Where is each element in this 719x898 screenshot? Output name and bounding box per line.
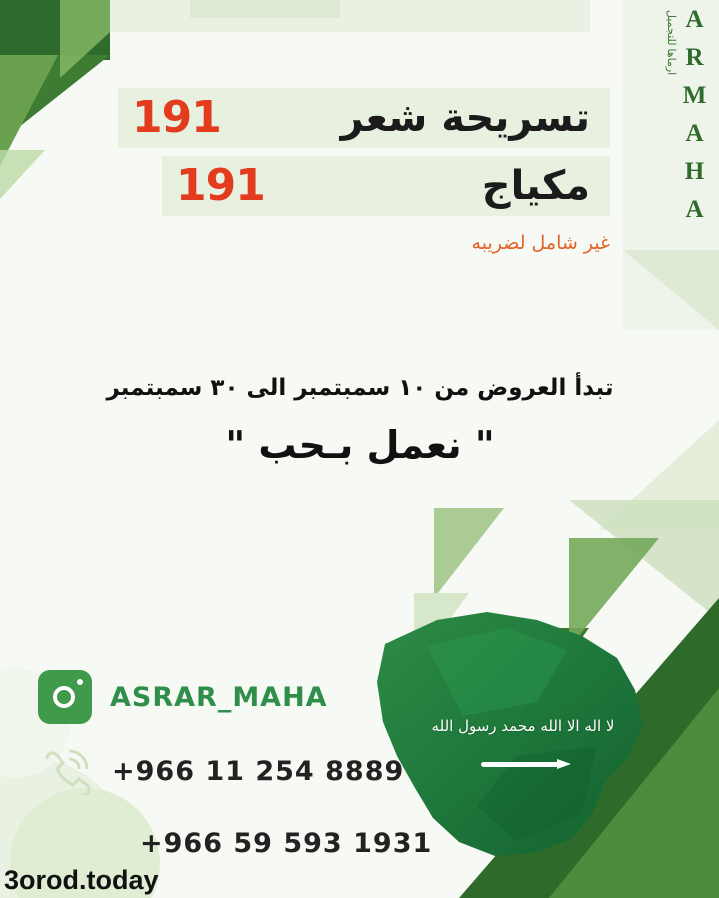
watermark: 3orod.today [4, 865, 159, 895]
phone-number[interactable]: +966 11 254 8889 [112, 755, 405, 787]
instagram-icon[interactable] [38, 670, 92, 724]
decor-strip [110, 0, 590, 32]
slogan: " نعمل بـحب " [225, 423, 495, 467]
offer-row [162, 156, 610, 216]
mid-section [60, 375, 660, 467]
instagram-handle[interactable]: ASRAR_MAHA [110, 681, 328, 713]
brand-tagline: ارماها للتجميل [665, 10, 677, 76]
brand-name: ARMAHA [681, 6, 708, 234]
emblem-text: لا اله الا الله محمد رسول الله [431, 716, 615, 735]
brand-lockup [627, 6, 711, 316]
offer-price: 191 [132, 92, 221, 143]
offer-price: 191 [176, 160, 265, 211]
decor-triangle [434, 508, 504, 598]
offer-label: تسريحة شعر [340, 95, 590, 141]
tax-note: غير شامل لضريبه [471, 232, 610, 254]
phone-row[interactable] [38, 746, 458, 796]
offer-validity: تبدأ العروض من ١٠ سمبتمبر الى ٣٠ سمبتمبر [106, 375, 614, 401]
phone-icon [38, 746, 94, 796]
phone-number[interactable]: +966 59 593 1931 [140, 827, 433, 859]
contact-block [38, 670, 458, 868]
phone-row[interactable] [66, 818, 458, 868]
offers-list [118, 88, 610, 224]
offer-label: مكياج [481, 163, 590, 209]
sword-icon [481, 762, 559, 767]
decor-triangle [0, 150, 45, 210]
instagram-row[interactable] [38, 670, 458, 724]
decor-strip [190, 0, 340, 18]
offer-row [118, 88, 610, 148]
phone-icon-placeholder [66, 818, 122, 868]
